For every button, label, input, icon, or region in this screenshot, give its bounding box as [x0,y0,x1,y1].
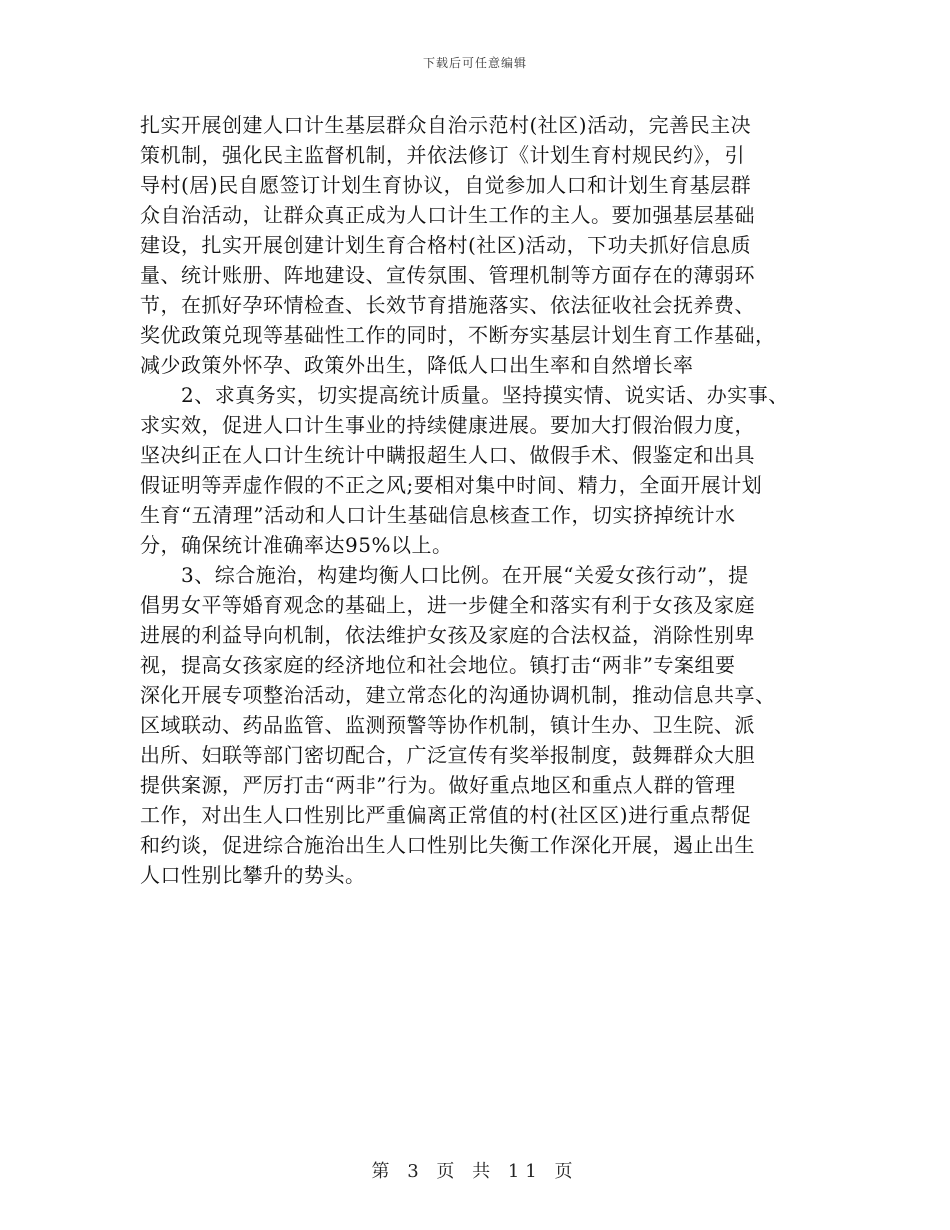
text-line: 2、求真务实，切实提高统计质量。坚持摸实情、说实话、办实事、 [140,383,789,407]
text-line: 假证明等弄虚作假的不正之风;要相对集中时间、精力，全面开展计划 [140,473,763,497]
text-line: 扎实开展创建人口计生基层群众自治示范村(社区)活动，完善民主决 [140,113,752,137]
text-line: 导村(居)民自愿签订计划生育协议，自觉参加人口和计划生育基层群 [140,173,752,197]
paragraph-1 [140,110,820,380]
text-line: 建设，扎实开展创建计划生育合格村(社区)活动，下功夫抓好信息质 [140,233,752,257]
text-line: 减少政策外怀孕、政策外出生，降低人口出生率和自然增长率 [140,353,694,377]
page-header: 下载后可任意编辑 [422,56,527,70]
text-line: 求实效，促进人口计生事业的持续健康进展。要加大打假治假力度， [140,413,755,437]
text-line: 生育“五清理”活动和人口计生基础信息核查工作，切实挤掉统计水 [140,503,736,527]
paragraph-2 [140,380,820,560]
text-line: 3、综合施治，构建均衡人口比例。在开展“关爱女孩行动”，提 [140,563,749,587]
text-line: 人口性别比攀升的势头。 [140,863,366,887]
text-line: 节，在抓好孕环情检查、长效节育措施落实、依法征收社会抚养费、 [140,293,755,317]
text-line: 和约谈，促进综合施治出生人口性别比失衡工作深化开展，遏止出生 [140,833,755,857]
text-line: 工作，对出生人口性别比严重偏离正常值的村(社区区)进行重点帮促 [140,803,752,827]
text-line: 分，确保统计准确率达95%以上。 [140,533,453,557]
text-line: 提供案源，严厉打击“两非”行为。做好重点地区和重点人群的管理 [140,773,736,797]
text-line: 奖优政策兑现等基础性工作的同时，不断夯实基层计划生育工作基础， [140,323,776,347]
text-line: 视，提高女孩家庭的经济地位和社会地位。镇打击“两非”专案组要 [140,653,736,677]
text-line: 策机制，强化民主监督机制，并依法修订《计划生育村规民约》，引 [140,143,745,167]
text-line: 众自治活动，让群众真正成为人口计生工作的主人。要加强基层基础 [140,203,755,227]
text-line: 倡男女平等婚育观念的基础上，进一步健全和落实有利于女孩及家庭 [140,593,755,617]
page-footer: 第 3 页 共 11 页 [371,1161,579,1182]
paragraph-3 [140,560,820,890]
text-line: 量、统计账册、阵地建设、宣传氛围、管理机制等方面存在的薄弱环 [140,263,755,287]
text-line: 坚决纠正在人口计生统计中瞒报超生人口、做假手术、假鉴定和出具 [140,443,755,467]
text-line: 区域联动、药品监管、监测预警等协作机制，镇计生办、卫生院、派 [140,713,755,737]
document-body [140,110,820,890]
text-line: 深化开展专项整治活动，建立常态化的沟通协调机制，推动信息共享、 [140,683,776,707]
text-line: 出所、妇联等部门密切配合，广泛宣传有奖举报制度，鼓舞群众大胆 [140,743,755,767]
text-line: 进展的利益导向机制，依法维护女孩及家庭的合法权益，消除性别卑 [140,623,755,647]
